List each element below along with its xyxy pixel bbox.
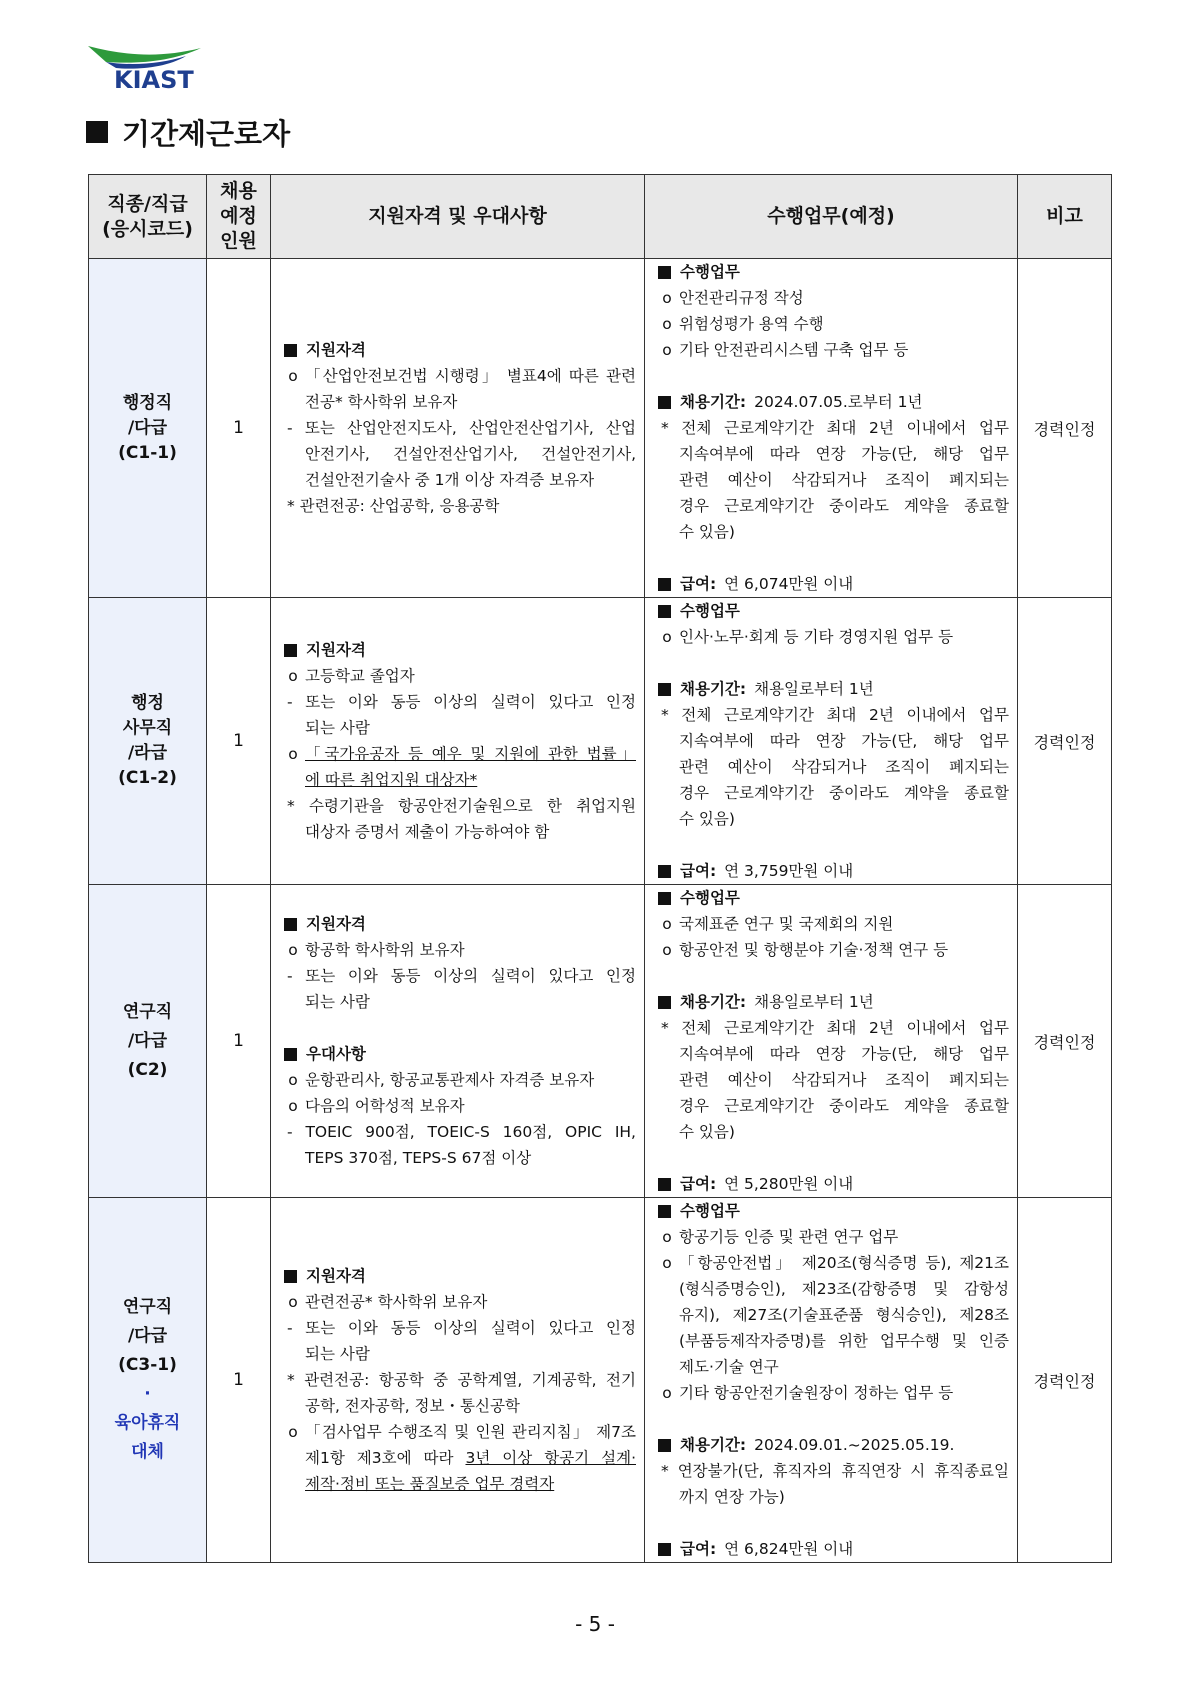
- black-square-icon: [284, 1270, 297, 1283]
- circle-bullet-icon: ο: [662, 1228, 672, 1246]
- circle-bullet-icon: ο: [288, 745, 298, 763]
- note-cell: 경력인정: [1018, 885, 1112, 1198]
- note-cell: 경력인정: [1018, 598, 1112, 885]
- table-row: [89, 885, 1112, 1198]
- circle-bullet-icon: ο: [662, 628, 672, 646]
- black-square-icon: [658, 266, 671, 279]
- header-qualification: 지원자격 및 우대사항: [271, 175, 645, 259]
- header-note: 비고: [1018, 175, 1112, 259]
- black-square-icon: [658, 865, 671, 878]
- circle-bullet-icon: ο: [288, 1293, 298, 1311]
- page-number: - 5 -: [575, 1612, 615, 1636]
- preference-heading: 우대사항: [281, 1041, 636, 1067]
- black-square-icon: [658, 1205, 671, 1218]
- duty-cell: 수행업무 ο 안전관리규정 작성 ο 위험성평가 용역 수행 ο 기타 안전관리시스템 구축 업무 등 채용기간: 2024.07.05.로부터 1년 * 전체 근로계약기간 최대 2년 이내에서 업무 지속여부에 따라 연장 가능(단, 해당 업무 관련 예산이 삭감되거나 조직이 폐지되는 경우 근로계약기간 중이라도 계약을 종료할 수 있음) 급여: 연 6,074만원 이내: [645, 259, 1018, 598]
- table-row: [89, 259, 1112, 598]
- duty-cell: 수행업무 ο 국제표준 연구 및 국제회의 지원 ο 항공안전 및 항행분야 기술·정책 연구 등 채용기간: 채용일로부터 1년 * 전체 근로계약기간 최대 2년 이내에서 업무 지속여부에 따라 연장 가능(단, 해당 업무 관련 예산이 삭감되거나 조직이 폐지되는 경우 근로계약기간 중이라도 계약을 종료할 수 있음) 급여: 연 5,280만원 이내: [645, 885, 1018, 1198]
- circle-bullet-icon: ο: [288, 941, 298, 959]
- section-title: [86, 112, 290, 152]
- black-square-icon: [658, 605, 671, 618]
- hire-count: 1: [207, 1198, 271, 1563]
- circle-bullet-icon: ο: [662, 1384, 672, 1402]
- note-cell: 경력인정: [1018, 1198, 1112, 1563]
- circle-bullet-icon: ο: [662, 341, 672, 359]
- job-title-cell: 행정직 /다급 (C1-1): [89, 259, 207, 598]
- hire-count: 1: [207, 598, 271, 885]
- circle-bullet-icon: ο: [288, 1423, 298, 1441]
- duty-cell: 수행업무 ο 인사·노무·회계 등 기타 경영지원 업무 등 채용기간: 채용일로부터 1년 * 전체 근로계약기간 최대 2년 이내에서 업무 지속여부에 따라 연장 가능(단, 해당 업무 관련 예산이 삭감되거나 조직이 폐지되는 경우 근로계약기간 중이라도 계약을 종료할 수 있음) 급여: 연 3,759만원 이내: [645, 598, 1018, 885]
- logo-text: KIAST: [114, 66, 194, 92]
- hire-count: 1: [207, 885, 271, 1198]
- table-row: [89, 598, 1112, 885]
- black-square-icon: [658, 1178, 671, 1191]
- duty-heading: 수행업무: [655, 259, 1009, 285]
- job-title-cell: 연구직 /다급 (C3-1) · 육아휴직 대체: [89, 1198, 207, 1563]
- header-duty: 수행업무(예정): [645, 175, 1018, 259]
- qualification-cell: 지원자격 ο 항공학 학사학위 보유자 - 또는 이와 동등 이상의 실력이 있다고 인정 되는 사람 우대사항 ο 운항관리사, 항공교통관제사 자격증 보유자 ο 다음의 어학성적 보유자 - TOEIC 900점, TOEIC-S 160점, OPIC IH, TEPS 370점, TEPS-S 67점 이상: [271, 885, 645, 1198]
- qualification-cell: 지원자격 ο 「산업안전보건법 시행령」 별표4에 따른 관련 전공* 학사학위 보유자 - 또는 산업안전지도사, 산업안전산업기사, 산업 안전기사, 건설안전산업기사, 건설안전기사, 건설안전기술사 중 1개 이상 자격증 보유자 * 관련전공: 산업공학, 응용공학: [271, 259, 645, 598]
- circle-bullet-icon: ο: [662, 315, 672, 333]
- black-square-icon: [86, 121, 108, 143]
- table-row: [89, 1198, 1112, 1563]
- section-title-text: 기간제근로자: [122, 116, 291, 151]
- table-header-row: [89, 175, 1112, 259]
- header-job: 직종/직급 (응시코드): [89, 175, 207, 259]
- black-square-icon: [284, 344, 297, 357]
- kiast-logo: [86, 42, 206, 92]
- qualification-cell: 지원자격 ο 관련전공* 학사학위 보유자 - 또는 이와 동등 이상의 실력이 있다고 인정 되는 사람 * 관련전공: 항공학 중 공학계열, 기계공학, 전기 공학, 전자공학, 정보・통신공학 ο 「검사업무 수행조직 및 인원 관리지침」 제7조 제1항 제3호에 따라 3년 이상 항공기 설계· 제작·정비 또는 품질보증 업무 경력자: [271, 1198, 645, 1563]
- black-square-icon: [658, 892, 671, 905]
- circle-bullet-icon: ο: [288, 667, 298, 685]
- qualification-cell: 지원자격 ο 고등학교 졸업자 - 또는 이와 동등 이상의 실력이 있다고 인정 되는 사람 ο 「국가유공자 등 예우 및 지원에 관한 법률」 에 따른 취업지원 대상자* * 수령기관을 항공안전기술원으로 한 취업지원 대상자 증명서 제출이 가능하여야 함: [271, 598, 645, 885]
- circle-bullet-icon: ο: [662, 915, 672, 933]
- note-cell: 경력인정: [1018, 259, 1112, 598]
- jobs-table: [88, 174, 1112, 1563]
- duty-cell: 수행업무 ο 항공기등 인증 및 관련 연구 업무 ο 「항공안전법」 제20조(형식증명 등), 제21조 (형식증명승인), 제23조(감항증명 및 감항성 유지), 제27조(기술표준품 형식승인), 제28조 (부품등제작자증명)를 위한 업무수행 및 인증 제도·기술 연구 ο 기타 항공안전기술원장이 정하는 업무 등 채용기간: 2024.09.01.~2025.05.19. * 연장불가(단, 휴직자의 휴직연장 시 휴직종료일 까지 연장 가능) 급여: 연 6,824만원 이내: [645, 1198, 1018, 1563]
- black-square-icon: [658, 996, 671, 1009]
- black-square-icon: [658, 683, 671, 696]
- black-square-icon: [284, 918, 297, 931]
- circle-bullet-icon: ο: [288, 367, 298, 385]
- circle-bullet-icon: ο: [662, 289, 672, 307]
- black-square-icon: [284, 1048, 297, 1061]
- black-square-icon: [658, 1439, 671, 1452]
- job-title-cell: 행정 사무직 /라급 (C1-2): [89, 598, 207, 885]
- period-heading: 채용기간: 2024.07.05.로부터 1년: [655, 389, 1009, 415]
- black-square-icon: [658, 1543, 671, 1556]
- circle-bullet-icon: ο: [662, 1254, 672, 1272]
- header-count: 채용 예정 인원: [207, 175, 271, 259]
- qualification-heading: 지원자격: [281, 337, 636, 363]
- circle-bullet-icon: ο: [288, 1071, 298, 1089]
- black-square-icon: [284, 644, 297, 657]
- circle-bullet-icon: ο: [662, 941, 672, 959]
- hire-count: 1: [207, 259, 271, 598]
- job-title-cell: 연구직 /다급 (C2): [89, 885, 207, 1198]
- pay-heading: 급여: 연 6,074만원 이내: [655, 571, 1009, 597]
- circle-bullet-icon: ο: [288, 1097, 298, 1115]
- black-square-icon: [658, 396, 671, 409]
- kiast-logo-graphic: [86, 42, 206, 92]
- black-square-icon: [658, 578, 671, 591]
